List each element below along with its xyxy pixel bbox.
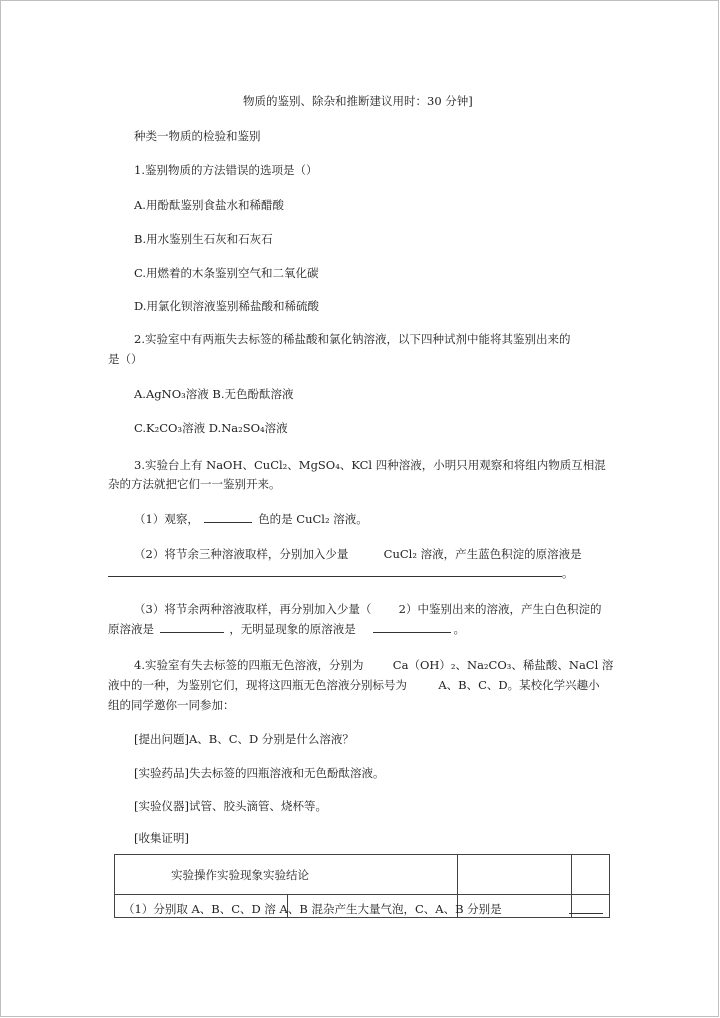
table-row: （1）分别取 A、B、C、D 溶 A、B 混杂产生大量气泡，C、A、B 分别是	[123, 902, 502, 916]
q3-part2-suffix: 溶液，产生蓝色积淀的原溶液是	[420, 547, 582, 561]
q3-part1-suffix: 色的是 CuCl₂ 溶液。	[258, 512, 368, 526]
q3-part2-reagent: CuCl₂	[383, 547, 417, 561]
q2-options-cd: C.K₂CO₃溶液 D.Na₂SO₄溶液	[134, 421, 288, 435]
q3-part3-answers	[108, 621, 465, 637]
q4-line1-prefix: 4.实验室有失去标签的四瓶无色溶液，分别为	[134, 658, 364, 672]
q4-question: [提出问题]A、B、C、D 分别是什么溶液？	[134, 732, 354, 746]
q3-part3-blank2[interactable]	[373, 622, 451, 633]
experiment-table	[114, 854, 610, 918]
q3-part3-suffix: 2）中鉴别出来的溶液，产生白色积淀的	[398, 602, 602, 616]
q1-stem: 1.鉴别物质的方法错误的选项是（）	[134, 163, 318, 177]
q3-stem-line2: 杂的方法就把它们一一鉴别开来。	[108, 477, 281, 491]
q1-option-c: C.用燃着的木条鉴别空气和二氧化碳	[134, 266, 319, 280]
table-header: 实验操作实验现象实验结论	[171, 868, 309, 882]
q3-part1	[134, 511, 368, 527]
q3-part2-answer-line	[108, 565, 574, 581]
q4-stem-line2	[108, 677, 600, 693]
q3-part3	[134, 601, 601, 617]
q1-option-d: D.用氯化钡溶液鉴别稀盐酸和稀硫酸	[134, 299, 319, 313]
q3-part3-prefix: （3）将节余两种溶液取样，再分别加入少量（	[134, 602, 372, 616]
q4-stem-line3: 组的同学邀你一同参加：	[108, 698, 235, 712]
q3-part2-blank[interactable]	[108, 566, 562, 577]
q2-stem-line1: 2.实验室中有两瓶失去标签的稀盐酸和氯化钠溶液，以下四种试剂中能将其鉴别出来的	[134, 332, 571, 346]
q3-part2-end: 。	[562, 566, 574, 580]
table-answer-blank[interactable]	[569, 903, 603, 914]
q3-part3-blank1[interactable]	[160, 622, 224, 633]
q4-line2-suffix: A、B、C、D。某校化学兴趣小	[438, 678, 600, 692]
q4-instruments: [实验仪器]试管、胶头滴管、烧杯等。	[134, 799, 327, 813]
q4-line1-suffix: Ca（OH）₂、Na₂CO₃、稀盐酸、NaCl 溶	[392, 658, 614, 672]
q3-stem-line1: 3.实验台上有 NaOH、CuCl₂、MgSO₄、KCl 四种溶液，小明只用观察和将组内物质互相混	[134, 458, 606, 472]
q3-part1-prefix: （1）观察，	[134, 512, 199, 526]
q3-part2-prefix: （2）将节余三种溶液取样，分别加入少量	[134, 547, 349, 561]
q4-line2-prefix: 液中的一种，为鉴别它们，现将这四瓶无色溶液分别标号为	[108, 678, 407, 692]
q3-part2	[134, 546, 582, 562]
page-title: 物质的鉴别、除杂和推断建议用时：30 分钟]	[243, 94, 473, 108]
q3-part3-answer2-label: ，无明显现象的原溶液是	[229, 622, 356, 636]
q4-evidence: [收集证明]	[134, 831, 189, 845]
q2-options-ab: A.AgNO₃溶液 B.无色酚酞溶液	[134, 387, 294, 401]
q3-part3-end: 。	[453, 622, 465, 636]
section-title: 种类一物质的检验和鉴别	[134, 129, 261, 143]
q2-stem-line2: 是（）	[108, 352, 143, 366]
q3-part3-answer1-label: 原溶液是	[108, 622, 154, 636]
q4-stem-line1	[134, 657, 613, 673]
q3-part1-blank[interactable]	[204, 512, 252, 523]
q1-option-b: B.用水鉴别生石灰和石灰石	[134, 232, 273, 246]
q1-option-a: A.用酚酞鉴别食盐水和稀醋酸	[134, 198, 284, 212]
table-row-divider	[115, 894, 609, 895]
q4-reagents: [实验药品]失去标签的四瓶溶液和无色酚酞溶液。	[134, 766, 385, 780]
